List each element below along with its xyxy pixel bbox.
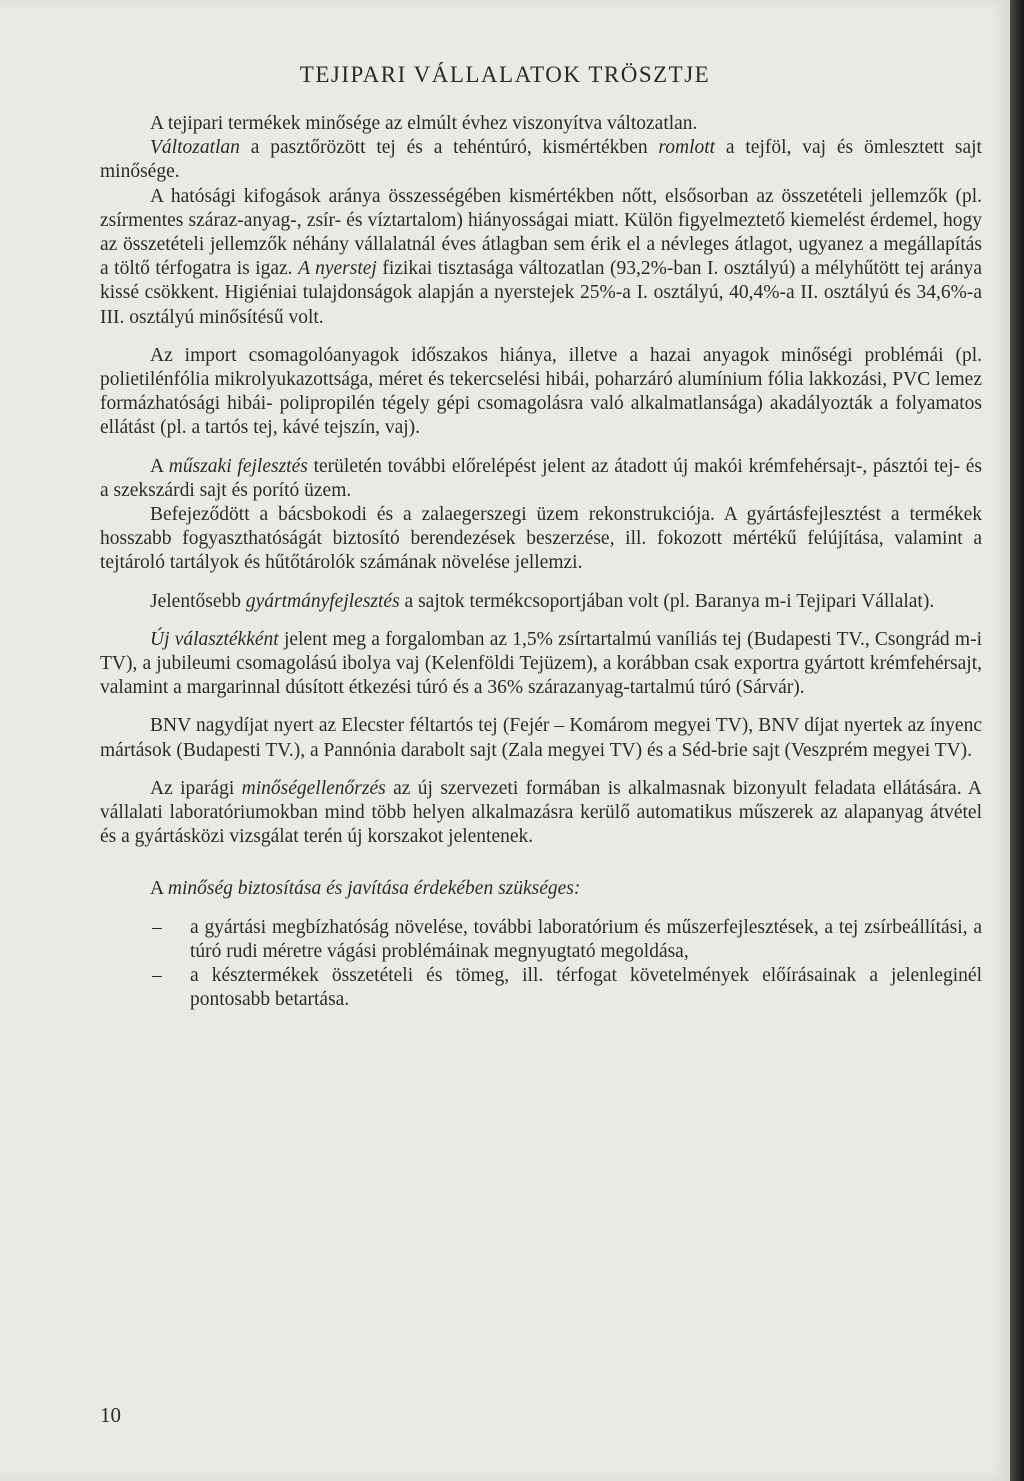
page-title: TEJIPARI VÁLLALATOK TRÖSZTJE	[299, 62, 711, 87]
paragraph-10	[100, 777, 982, 850]
text-run: A hatósági kifogások aránya összességében kismértékben nőtt, elsősorban az összetételi jellemzők (pl. zsírmentes száraz-anyag-, zsír- és víztartalom) hiányosságai miatt. Külön figyelmeztető kiemelést érdemel, hogy az összetételi jellemzők néhány vállalatnál éves átlagban sem érik el a névleges átlagot, ugyanez a megállapítás a töltő térfogatra is igaz.	[100, 185, 982, 280]
text-run: az új szervezeti formában is alkalmasnak bizonyult feladata ellátására. A vállalati laboratóriumokban mind több helyen alkalmazásra kerülő automatikus műszerek az alapanyag átvétel és a gyártásközi vizsgálat terén új korszakot jelentenek.	[100, 777, 982, 848]
text-run: a pasztőrözött tej és a tehéntúró, kismértékben	[239, 137, 659, 159]
bullet-text: a gyártási megbízhatóság növelése, további laboratórium és műszerfejlesztések, a tej zsírbeállítási, a túró rudi méretre vágási problémáinak megnyugtató megoldása,	[190, 916, 982, 962]
paragraph-2	[100, 136, 982, 184]
bullet-text: a késztermékek összetételi és tömeg, ill. térfogat követelmények előírásainak a jelenleginél pontosabb betartása.	[190, 965, 982, 1011]
italic-term: minőség biztosítása és javítása érdekében szükséges:	[167, 878, 581, 900]
paragraph-4: Az import csomagolóanyagok időszakos hiánya, illetve a hazai anyagok minőségi problémái (pl. polietilénfólia mikrolyukazottsága, méret és tekercselési hibái, poharzáró alumínium fólia lakkozási, PVC lemez formázhatósági hibái- polipropilén tégely gépi csomagolásra való alkalmatlansága) akadályozták a folyamatos ellátást (pl. a tartós tej, kávé tejszín, vaj).	[100, 344, 982, 439]
text-run: A	[150, 455, 169, 477]
paragraph-1: A tejipari termékek minősége az elmúlt évhez viszonyítva változatlan.	[150, 113, 698, 134]
bullet-item-2	[100, 964, 982, 1012]
text-run: a sajtok termékcsoportjában volt (pl. Baranya m-i Tejipari Vállalat).	[399, 590, 935, 612]
paragraph-8	[100, 628, 982, 701]
italic-term: A nyerstej	[298, 258, 377, 280]
paragraph-3	[100, 185, 982, 330]
italic-term: romlott	[658, 137, 716, 159]
bullet-item-1	[100, 916, 982, 964]
paragraph-11	[100, 877, 982, 901]
paragraph-9: BNV nagydíjat nyert az Elecster féltartós tej (Fejér – Komárom megyei TV), BNV díjat nyertek az ínyenc mártások (Budapesti TV.), a Pannónia darabolt sajt (Zala megyei TV) és a Séd-brie sajt (Veszprém megyei TV).	[100, 715, 982, 761]
text-run: Jelentősebb	[150, 590, 246, 612]
body-text	[100, 112, 982, 1013]
italic-term: minőségellenőrzés	[241, 777, 386, 799]
paragraph-7	[100, 590, 982, 614]
text-run: a tejföl, vaj és ömlesztett sajt minősége.	[100, 137, 982, 183]
paragraph-6: Befejeződött a bácsbokodi és a zalaegerszegi üzem rekonstrukciója. A gyártásfejlesztést a termékek hosszabb fogyaszthatóságát biztosító berendezések beszerzése, ill. fokozott mértékű felújítása, valamint a tejtároló tartályok és hűtőtárolók számának növelése jellemzi.	[100, 504, 982, 574]
text-run: A	[150, 878, 168, 900]
dash-marker: –	[152, 916, 162, 938]
scan-edge	[1010, 0, 1024, 1481]
italic-term: gyártmányfejlesztés	[245, 590, 400, 612]
italic-term: műszaki fejlesztés	[168, 455, 308, 477]
italic-term: Új választékként	[150, 628, 279, 650]
paragraph-5	[100, 455, 982, 503]
text-run: területén további előrelépést jelent az átadott új makói krémfehérsajt-, pásztói tej- és a szekszárdi sajt és porító üzem.	[100, 455, 983, 501]
dash-marker: –	[152, 965, 162, 987]
text-run: jelent meg a forgalomban az 1,5% zsírtartalmú vaníliás tej (Budapesti TV., Csongrád m-i TV), a jubileumi csomagolású ibolya vaj (Kelenföldi Tejüzem), a korábban csak exportra gyártott krémfehérsajt, valamint a margarinnal dúsított étkezési túró és a 36% szárazanyag-tartalmú túró (Sárvár).	[100, 628, 982, 699]
italic-term: Változatlan	[150, 137, 240, 159]
page-number: 10	[100, 1403, 121, 1427]
text-run: fizikai tisztasága változatlan (93,2%-ban I. osztályú) a mélyhűtött tej aránya kissé csökkent. Higiéniai tulajdonságok alapján a nyerstejek 25%-a I. osztályú, 40,4%-a II. osztályú és 34,6%-a III. osztályú minősítésű volt.	[100, 258, 982, 328]
text-run: Az iparági	[150, 777, 242, 799]
